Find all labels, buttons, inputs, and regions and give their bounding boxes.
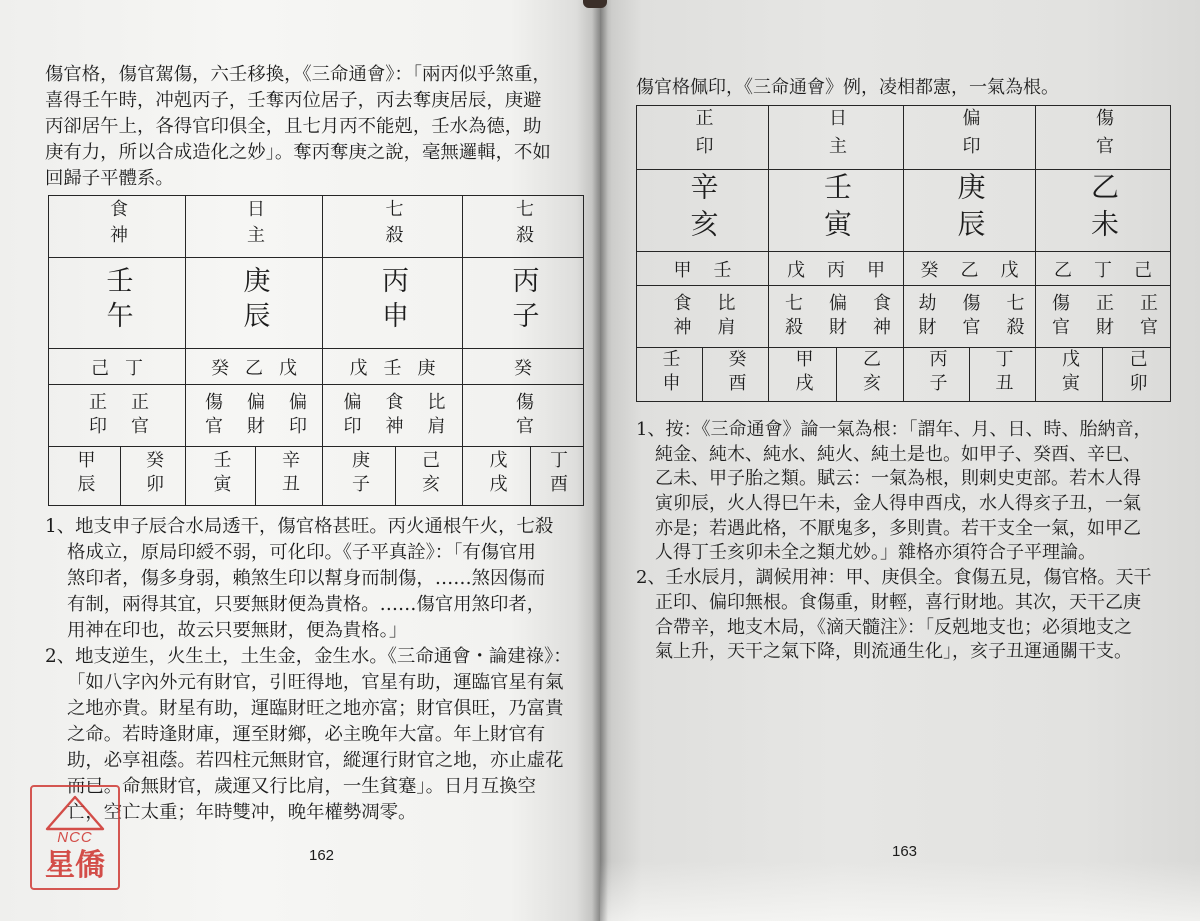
- text-line: 2、地支逆生，火生土，土生金，金生水。《三命通會・論建祿》：: [45, 646, 572, 667]
- pillar-cell: [769, 170, 904, 252]
- ten-god-label: 偏印: [340, 391, 362, 440]
- luck-pillar: 己亥: [419, 450, 440, 498]
- ten-god-label: 偏印: [286, 391, 307, 440]
- ten-gods-row: [637, 286, 1171, 348]
- right-page: [600, 0, 1200, 921]
- luck-pillar-cell: [1103, 348, 1171, 402]
- luck-pillars-row: [49, 447, 584, 506]
- hidden-stems-cell: [904, 252, 1036, 286]
- pillar-ganzhi: 丙子: [507, 266, 539, 336]
- ten-god-label: 食神: [382, 391, 404, 440]
- hidden-stem: 己: [1134, 259, 1152, 281]
- header-cell: [323, 196, 463, 258]
- binding-corner: [583, 0, 607, 8]
- ten-gods-cell: [463, 385, 584, 447]
- hidden-stem: 甲: [673, 259, 692, 281]
- text-line: 之地亦貴。財星有助，運臨財旺之地亦富；財官俱旺，乃富貴: [67, 698, 564, 719]
- notes: [636, 418, 1151, 665]
- text-line: 亦是；若遇此格，不厭鬼多，多則貴。若干支全一氣，如甲乙: [655, 517, 1141, 539]
- pillar-cell: [904, 170, 1036, 252]
- header-cell: [637, 106, 769, 170]
- luck-pillar-cell: [837, 348, 904, 402]
- bazi-chart-table: [48, 195, 584, 506]
- ten-god-label: 偏財: [826, 292, 847, 341]
- luck-pillar-cell: [531, 447, 584, 506]
- ten-god-label: 傷官: [202, 391, 223, 440]
- luck-pillar: 戊戌: [486, 450, 508, 498]
- pillar-ganzhi: 庚辰: [238, 266, 270, 336]
- header-label: 食神: [107, 198, 128, 251]
- intro-paragraph: [45, 62, 551, 192]
- header-cell: [1036, 106, 1171, 170]
- hidden-stem: 癸: [211, 357, 229, 379]
- pillar-cell: [186, 258, 323, 349]
- pillar-ganzhi: 壬寅: [820, 171, 853, 246]
- ten-gods-cell: [904, 286, 1036, 348]
- bazi-chart-table: [636, 105, 1171, 402]
- header-cell: [769, 106, 904, 170]
- ten-god-label: 正官: [1137, 292, 1158, 341]
- ten-god-label: 正財: [1093, 292, 1114, 341]
- hidden-stems-cell: [186, 349, 323, 385]
- book-spine-shadow: [592, 0, 608, 921]
- luck-pillars-row: [637, 348, 1171, 402]
- luck-pillar: 壬寅: [210, 450, 232, 498]
- hidden-stem: 癸: [920, 259, 939, 281]
- pillar-ganzhi: 乙未: [1087, 171, 1120, 246]
- ten-god-label: 食神: [870, 292, 891, 341]
- ten-gods-cell: [186, 385, 323, 447]
- luck-pillar-cell: [396, 447, 463, 506]
- hidden-stem: 壬: [713, 259, 732, 281]
- hidden-stems-cell: [49, 349, 186, 385]
- ten-gods-cell: [323, 385, 463, 447]
- hidden-stems-cell: [637, 252, 769, 286]
- luck-pillar-cell: [463, 447, 531, 506]
- header-label: 日主: [244, 198, 265, 251]
- stamp-text-ncc: NCC: [57, 829, 93, 846]
- ten-god-label: 傷官: [959, 292, 981, 341]
- header-cell: [463, 196, 584, 258]
- note-2: [636, 566, 1151, 665]
- text-line: 正印、偏印無根。食傷重，財輕，喜行財地。其次，天干乙庚: [655, 591, 1141, 613]
- pillar-cell: [1036, 170, 1171, 252]
- header-label: 七殺: [382, 198, 404, 251]
- watermark-stamp: [30, 785, 120, 890]
- text-line: 丙卻居午上，各得官印俱全，且七月丙不能剋，壬水為德，助: [45, 116, 542, 137]
- hidden-stems-cell: [1036, 252, 1171, 286]
- text-line: 傷官格，傷官駕傷，六壬移換，《三命通會》：「兩丙似乎煞重，: [45, 64, 551, 85]
- luck-pillar-cell: [256, 447, 323, 506]
- luck-pillar: 戊寅: [1059, 348, 1080, 397]
- pillar-cell: [463, 258, 584, 349]
- text-line: 氣上升，天干之氣下降，則流通生化」，亥子丑運通關干支。: [655, 641, 1132, 663]
- header-label: 日主: [826, 107, 847, 164]
- ten-god-label: 七殺: [1003, 292, 1025, 341]
- text-line: 格成立，原局印綬不弱，可化印。《子平真詮》：「有傷官用: [67, 542, 536, 563]
- luck-pillar-cell: [637, 348, 703, 402]
- text-line: 有制，兩得其宜，只要無財便為貴格。……傷官用煞印者，: [67, 594, 546, 615]
- ten-god-label: 七殺: [782, 292, 803, 341]
- text-line: 1、按：《三命通會》論一氣為根：「謂年、月、日、時、胎納音，: [636, 419, 1152, 440]
- note-1: [45, 514, 572, 644]
- hidden-stem: 壬: [383, 357, 402, 379]
- notes: [45, 514, 572, 826]
- text-line: 「如八字內外元有財官，引旺得地，官星有助，運臨官星有氣: [67, 672, 564, 693]
- text-line: 寅卯辰，火人得巳午未，金人得申酉戌，水人得亥子丑，一氣: [655, 493, 1141, 515]
- header-cell: [49, 196, 186, 258]
- ten-gods-cell: [769, 286, 904, 348]
- text-line: 之命。若時逢財庫，運至財鄉，必主晚年大富。年上財官有: [67, 724, 546, 745]
- hidden-stem: 庚: [417, 357, 436, 379]
- header-cell: [186, 196, 323, 258]
- hidden-stem: 戊: [1000, 259, 1019, 281]
- luck-pillar: 乙亥: [860, 348, 881, 397]
- ten-god-label: 傷官: [513, 391, 534, 440]
- ten-gods-cell: [637, 286, 769, 348]
- header-label: 正印: [692, 107, 714, 164]
- luck-pillar-cell: [186, 447, 256, 506]
- pillar-cell: [49, 258, 186, 349]
- ten-god-header-row: [637, 106, 1171, 170]
- hidden-stem: 丁: [1094, 259, 1112, 281]
- hidden-stem: 癸: [514, 357, 532, 379]
- pillar-ganzhi: 辛亥: [686, 171, 720, 246]
- ten-god-label: 偏財: [244, 391, 265, 440]
- luck-pillar: 庚子: [349, 450, 370, 498]
- ten-god-label: 食神: [670, 292, 692, 341]
- hidden-stem: 戊: [279, 357, 297, 379]
- luck-pillar: 己卯: [1126, 348, 1148, 397]
- hidden-stem: 甲: [867, 259, 885, 281]
- stamp-text-name: 星僑: [45, 848, 105, 883]
- pillar-ganzhi: 壬午: [101, 266, 133, 336]
- luck-pillar: 癸卯: [143, 450, 164, 498]
- text-line: 合帶辛，地支木局，《滴天髓注》：「反剋地支也；必須地支之: [655, 616, 1132, 638]
- note-1: [636, 418, 1151, 566]
- text-line: 人得丁壬亥卯未全之類尤妙。」雜格亦須符合子平理論。: [655, 542, 1096, 564]
- text-line: 庚有力，所以合成造化之妙」。奪丙奪庚之說，毫無邏輯，不如: [45, 142, 551, 163]
- hidden-stems-row: [637, 252, 1171, 286]
- luck-pillar-cell: [769, 348, 837, 402]
- stamp-triangle-icon: [32, 787, 118, 835]
- ten-gods-cell: [49, 385, 186, 447]
- header-label: 偏印: [959, 107, 981, 164]
- text-line: 助，必享祖蔭。若四柱元無財官，縱運行財官之地，亦止虛花: [67, 750, 564, 771]
- hidden-stem: 乙: [245, 357, 263, 379]
- ten-god-label: 傷官: [1049, 292, 1070, 341]
- luck-pillar-cell: [904, 348, 970, 402]
- hidden-stem: 乙: [1054, 259, 1072, 281]
- luck-pillar: 丁酉: [547, 450, 568, 498]
- four-pillars-row: [637, 170, 1171, 252]
- text-line: 煞印者，傷多身弱，賴煞生印以幫身而制傷，……煞因傷而: [67, 568, 546, 589]
- luck-pillar-cell: [323, 447, 396, 506]
- text-line: 而已。命無財官，歲運又行比肩，一生貧蹇」。日月互換空: [67, 776, 536, 797]
- luck-pillar-cell: [970, 348, 1036, 402]
- hidden-stem: 己: [91, 357, 109, 379]
- ten-gods-row: [49, 385, 584, 447]
- hidden-stems-cell: [769, 252, 904, 286]
- ten-god-label: 比肩: [714, 292, 736, 341]
- header-cell: [904, 106, 1036, 170]
- text-line: 1、地支申子辰合水局透干，傷官格甚旺。丙火通根午火，七殺: [45, 516, 554, 537]
- luck-pillar: 壬申: [659, 348, 681, 397]
- ten-god-label: 正官: [128, 391, 149, 440]
- luck-pillar: 辛丑: [279, 450, 300, 498]
- hidden-stem: 戊: [349, 357, 368, 379]
- luck-pillar-cell: [49, 447, 121, 506]
- page-number: 163: [892, 843, 918, 860]
- luck-pillar: 丙子: [926, 348, 948, 397]
- text-line: 亡，空亡太重；年時雙冲，晚年權勢凋零。: [67, 802, 417, 823]
- text-line: 乙未、甲子胎之類。賦云：一氣為根，則刺史吏部。若木人得: [655, 468, 1141, 490]
- luck-pillar: 癸酉: [725, 348, 747, 397]
- title-line: 傷官格佩印，《三命通會》例，凌相都憲，一氣為根。: [636, 77, 1059, 98]
- hidden-stems-cell: [323, 349, 463, 385]
- luck-pillar: 丁丑: [992, 348, 1014, 397]
- luck-pillar: 甲辰: [74, 450, 96, 498]
- hidden-stem: 丁: [125, 357, 143, 379]
- text-line: 2、壬水辰月，調候用神：甲、庚俱全。食傷五見，傷官格。天干: [636, 567, 1152, 589]
- four-pillars-row: [49, 258, 584, 349]
- ten-god-header-row: [49, 196, 584, 258]
- ten-god-label: 正印: [86, 391, 107, 440]
- hidden-stem: 戊: [787, 259, 805, 281]
- pillar-ganzhi: 丙申: [377, 266, 408, 336]
- ten-god-label: 劫財: [915, 292, 937, 341]
- hidden-stems-row: [49, 349, 584, 385]
- text-line: 用神在印也，故云只要無財，便為貴格。」: [67, 620, 408, 641]
- luck-pillar-cell: [1036, 348, 1103, 402]
- header-label: 傷官: [1093, 107, 1114, 164]
- text-line: 回歸子平體系。: [45, 168, 174, 189]
- note-2: [45, 644, 572, 826]
- hidden-stem: 丙: [827, 259, 845, 281]
- text-line: 純金、純木、純水、純火、純土是也。如甲子、癸酉、辛巳、: [655, 443, 1141, 465]
- pillar-cell: [323, 258, 463, 349]
- pillar-cell: [637, 170, 769, 252]
- pillar-ganzhi: 庚辰: [953, 171, 987, 246]
- page-number: 162: [309, 847, 335, 864]
- header-label: 七殺: [513, 198, 534, 251]
- luck-pillar: 甲戌: [792, 348, 814, 397]
- luck-pillar-cell: [121, 447, 186, 506]
- hidden-stems-cell: [463, 349, 584, 385]
- section-title: [636, 76, 1059, 101]
- hidden-stem: 乙: [960, 259, 979, 281]
- ten-gods-cell: [1036, 286, 1171, 348]
- luck-pillar-cell: [703, 348, 769, 402]
- text-line: 喜得壬午時，冲剋丙子，壬奪丙位居子，丙去奪庚居辰，庚避: [45, 90, 542, 111]
- ten-god-label: 比肩: [424, 391, 446, 440]
